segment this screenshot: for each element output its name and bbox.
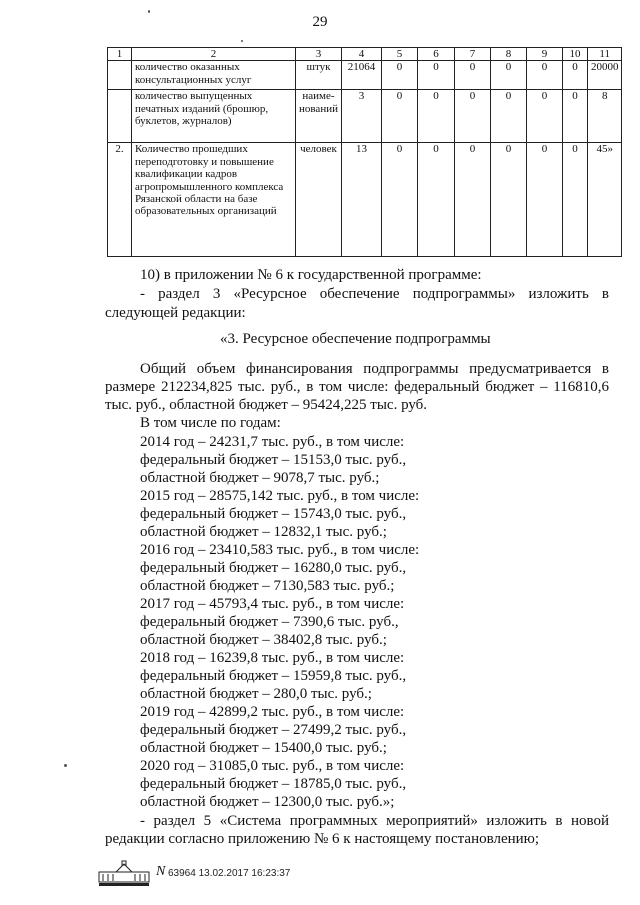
government-building-logo [98, 858, 150, 888]
table-header-cell: 1 [108, 48, 132, 61]
indicator-name: количество оказанных консультационных услуг [132, 61, 296, 90]
value-cell: 0 [381, 143, 417, 257]
year-regional: областной бюджет – 7130,583 тыс. руб.; [140, 578, 395, 594]
value-cell: 20000 [587, 61, 622, 90]
scan-speck [148, 10, 150, 13]
section3-heading: «3. Ресурсное обеспечение подпрограммы [220, 331, 491, 347]
value-cell: 0 [562, 61, 587, 90]
year-federal: федеральный бюджет – 15153,0 тыс. руб., [140, 452, 407, 468]
value-cell: 8 [587, 90, 622, 143]
unit-cell: человек [296, 143, 342, 257]
year-total: 2018 год – 16239,8 тыс. руб., в том числе: [140, 650, 405, 666]
total-funding-text: размере 212234,825 тыс. руб., в том числе: федеральный бюджет – 116810,6 [105, 379, 609, 395]
table-header-cell: 8 [490, 48, 526, 61]
year-regional: областной бюджет – 15400,0 тыс. руб.; [140, 740, 387, 756]
year-regional: областной бюджет – 9078,7 тыс. руб.; [140, 470, 380, 486]
page-number: 29 [312, 14, 328, 30]
year-total: 2016 год – 23410,583 тыс. руб., в том числе: [140, 542, 420, 558]
value-cell: 0 [454, 90, 490, 143]
value-cell: 0 [526, 143, 562, 257]
year-federal: федеральный бюджет – 7390,6 тыс. руб., [140, 614, 399, 630]
value-cell: 0 [417, 143, 454, 257]
value-cell: 0 [526, 61, 562, 90]
table-header-cell: 10 [562, 48, 587, 61]
section5-instruction-cont: редакции согласно приложению № 6 к настоящему постановлению; [105, 831, 540, 847]
table-header-cell: 2 [132, 48, 296, 61]
table-row [108, 143, 622, 257]
year-total: 2019 год – 42899,2 тыс. руб., в том числе: [140, 704, 405, 720]
indicator-name: количество выпущенных печатных изданий (брошюр, буклетов, журналов) [132, 90, 296, 143]
year-federal: федеральный бюджет – 15959,8 тыс. руб., [140, 668, 407, 684]
value-cell: 0 [490, 61, 526, 90]
indicator-table [107, 47, 622, 257]
total-funding-text: тыс. руб., областной бюджет – 95424,225 тыс. руб. [105, 397, 428, 413]
value-cell: 0 [490, 90, 526, 143]
registration-stamp: 63964 13.02.2017 16:23:37 [168, 868, 291, 879]
table-header-cell: 7 [454, 48, 490, 61]
year-total: 2020 год – 31085,0 тыс. руб., в том числе: [140, 758, 405, 774]
year-federal: федеральный бюджет – 16280,0 тыс. руб., [140, 560, 407, 576]
table-header-cell: 4 [341, 48, 381, 61]
value-cell: 0 [417, 61, 454, 90]
unit-cell: наиме-нований [296, 90, 342, 143]
value-cell: 0 [417, 90, 454, 143]
year-total: 2014 год – 24231,7 тыс. руб., в том числе: [140, 434, 405, 450]
year-regional: областной бюджет – 38402,8 тыс. руб.; [140, 632, 387, 648]
year-federal: федеральный бюджет – 18785,0 тыс. руб., [140, 776, 407, 792]
total-funding-text: Общий объем финансирования подпрограммы предусматривается в [140, 361, 609, 377]
year-federal: федеральный бюджет – 27499,2 тыс. руб., [140, 722, 407, 738]
table-header-cell: 11 [587, 48, 622, 61]
year-total: 2015 год – 28575,142 тыс. руб., в том числе: [140, 488, 420, 504]
value-cell: 0 [526, 90, 562, 143]
by-years-heading: В том числе по годам: [140, 415, 281, 431]
value-cell: 0 [562, 90, 587, 143]
indicator-name: Количество прошедших переподготовку и повышение квалификации кадров агропромышленного комплекса Рязанской области на базе образовательных организаций [132, 143, 296, 257]
year-regional: областной бюджет – 280,0 тыс. руб.; [140, 686, 372, 702]
value-cell: 0 [381, 90, 417, 143]
table-header-cell: 5 [381, 48, 417, 61]
value-cell: 45» [587, 143, 622, 257]
table-row [108, 61, 622, 90]
value-cell: 0 [454, 143, 490, 257]
year-total: 2017 год – 45793,4 тыс. руб., в том числе: [140, 596, 405, 612]
amendment-item-10: 10) в приложении № 6 к государственной программе: [140, 267, 482, 283]
scan-speck [241, 40, 243, 42]
value-cell: 0 [562, 143, 587, 257]
value-cell: 21064 [341, 61, 381, 90]
section3-instruction: - раздел 3 «Ресурсное обеспечение подпрограммы» изложить в [140, 286, 609, 302]
row-number: 2. [108, 143, 132, 257]
value-cell: 0 [490, 143, 526, 257]
table-row [108, 90, 622, 143]
year-federal: федеральный бюджет – 15743,0 тыс. руб., [140, 506, 407, 522]
year-regional: областной бюджет – 12832,1 тыс. руб.; [140, 524, 387, 540]
value-cell: 13 [341, 143, 381, 257]
table-header-cell: 9 [526, 48, 562, 61]
scan-speck [64, 764, 67, 767]
row-number [108, 61, 132, 90]
value-cell: 3 [341, 90, 381, 143]
section3-instruction-cont: следующей редакции: [105, 305, 246, 321]
unit-cell: штук [296, 61, 342, 90]
table-header-row [108, 48, 622, 61]
table-header-cell: 6 [417, 48, 454, 61]
value-cell: 0 [381, 61, 417, 90]
registration-mark: N [156, 864, 166, 879]
table-header-cell: 3 [296, 48, 342, 61]
row-number [108, 90, 132, 143]
value-cell: 0 [454, 61, 490, 90]
section5-instruction: - раздел 5 «Система программных мероприятий» изложить в новой [140, 813, 609, 829]
year-regional: областной бюджет – 12300,0 тыс. руб.»; [140, 794, 395, 810]
